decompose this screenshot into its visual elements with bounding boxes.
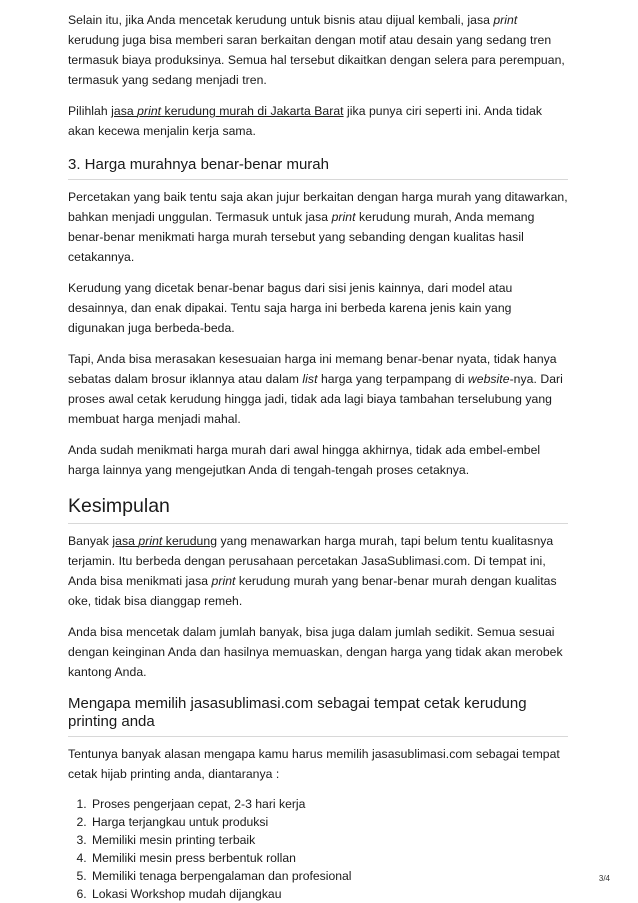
paragraph: Tapi, Anda bisa merasakan kesesuaian harga ini memang benar-benar nyata, tidak hanya sebatas dalam brosur iklannya atau dalam list harga yang terpampang di website-nya. Dari proses awal cetak kerudung hingga jadi, tidak ada lagi biaya tambahan terselubung yang membuat harga menjadi mahal.	[68, 352, 563, 426]
emphasis: print	[211, 574, 236, 588]
link-jasa-print-kerudung-jakarta-barat[interactable]: jasa print kerudung murah di Jakarta Barat	[111, 104, 344, 118]
list-item: 4. Memiliki mesin press berbentuk rollan	[90, 849, 568, 867]
emphasis: print	[493, 13, 518, 27]
paragraph: Pilihlah jasa print kerudung murah di Jakarta Barat jika punya ciri seperti ini. Anda tidak akan kecewa menjalin kerja sama.	[68, 104, 543, 138]
emphasis: website	[467, 372, 510, 386]
paragraph: Kerudung yang dicetak benar-benar bagus dari sisi jenis kainnya, dari model atau desainnya, dan enak dipakai. Tentu saja harga ini berbeda karena jenis kain yang digunakan juga berbeda-beda.	[68, 281, 513, 335]
document-page	[68, 10, 568, 903]
list-item: 3. Memiliki mesin printing terbaik	[90, 831, 568, 849]
list-item: 1. Proses pengerjaan cepat, 2-3 hari kerja	[90, 795, 568, 813]
paragraph: Percetakan yang baik tentu saja akan jujur berkaitan dengan harga murah yang ditawarkan, bahkan menjadi unggulan. Termasuk untuk jasa print kerudung murah, Anda memang benar-benar menikmati harga murah tersebut yang sebanding dengan kualitas hasil cetakannya.	[68, 190, 568, 264]
paragraph: Banyak jasa print kerudung yang menawarkan harga murah, tapi belum tentu kualitasnya terjamin. Itu berbeda dengan perusahaan percetakan JasaSublimasi.com. Di tempat ini, Anda bisa menikmati jasa print kerudung murah yang benar-benar murah dengan kualitas oke, tidak bisa dianggap remeh.	[68, 534, 557, 608]
paragraph: Selain itu, jika Anda mencetak kerudung untuk bisnis atau dijual kembali, jasa print kerudung juga bisa memberi saran berkaitan dengan motif atau desain yang sedang tren termasuk biaya produksinya. Semua hal tersebut dikaitkan dengan selera para perempuan, termasuk yang sedang menjadi tren.	[68, 13, 565, 87]
paragraph: Anda bisa mencetak dalam jumlah banyak, bisa juga dalam jumlah sedikit. Semua sesuai dengan keinginan Anda dan hasilnya memuaskan, dengan harga yang tidak akan merobek kantong Anda.	[68, 625, 563, 679]
page-number: 3/4	[598, 874, 610, 883]
list-item: 2. Harga terjangkau untuk produksi	[90, 813, 568, 831]
section-heading-kesimpulan: Kesimpulan	[68, 494, 568, 524]
emphasis: list	[302, 372, 318, 386]
paragraph: Anda sudah menikmati harga murah dari awal hingga akhirnya, tidak ada embel-embel harga lainnya yang mengejutkan Anda di tengah-tengah proses cetaknya.	[68, 443, 541, 477]
link-jasa-print-kerudung[interactable]: jasa print kerudung	[112, 534, 218, 548]
subsection-heading: Mengapa memilih jasasublimasi.com sebagai tempat cetak kerudung printing anda	[68, 695, 568, 737]
paragraph: Tentunya banyak alasan mengapa kamu harus memilih jasasublimasi.com sebagai tempat cetak hijab printing anda, diantaranya :	[68, 747, 560, 781]
list-item: 6. Lokasi Workshop mudah dijangkau	[90, 885, 568, 903]
list-item: 5. Memiliki tenaga berpengalaman dan profesional	[90, 867, 568, 885]
emphasis: print	[331, 210, 356, 224]
reasons-list	[68, 795, 568, 903]
section-heading: 3. Harga murahnya benar-benar murah	[68, 155, 568, 180]
